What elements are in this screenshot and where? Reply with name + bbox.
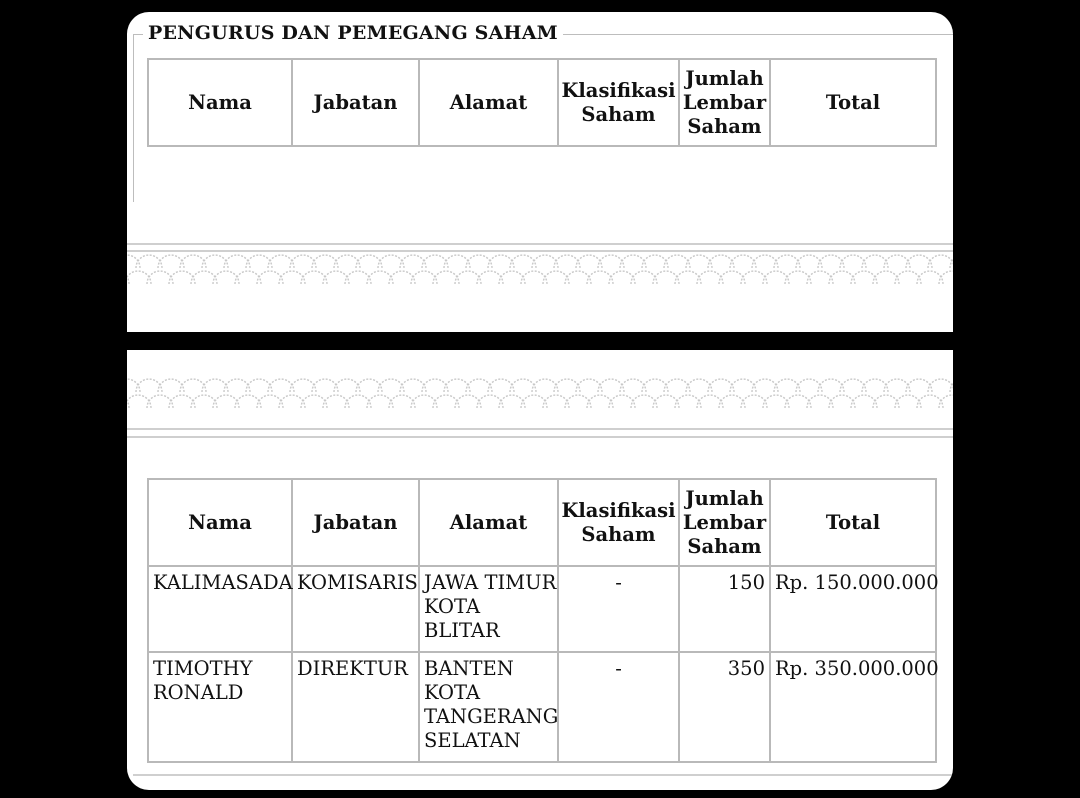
header-jumlah-line2: Lembar [682,510,767,534]
document-card-bottom [127,350,953,790]
fieldset-border-left [133,34,134,202]
header-klasifikasi-line1: Klasifikasi [561,78,676,102]
shareholder-table [147,478,937,763]
cell-alamat [419,566,558,652]
header-jabatan: Jabatan [292,479,419,566]
header-jumlah-line1: Jumlah [685,66,764,90]
header-jumlah-line3: Saham [687,534,762,558]
cell-klasifikasi: - [558,652,679,762]
cell-nama-line: KALIMASADA [153,571,293,594]
header-jumlah-line3: Saham [687,114,762,138]
header-jumlah [679,479,770,566]
cell-alamat-line: BLITAR [424,619,500,642]
header-jabatan: Jabatan [292,59,419,146]
header-klasifikasi [558,59,679,146]
decorative-scallop-pattern [127,376,953,424]
section-title: PENGURUS DAN PEMEGANG SAHAM [143,22,563,44]
table-header-row [148,479,936,566]
header-nama: Nama [148,479,292,566]
cell-alamat-line: BANTEN [424,657,514,680]
document-card-top [127,12,953,332]
cell-alamat-line: JAWA TIMUR [424,571,557,594]
header-jumlah [679,59,770,146]
header-total: Total [770,59,936,146]
divider-line [127,436,953,438]
cell-jabatan: KOMISARIS [292,566,419,652]
cell-total: Rp. 150.000.000 [770,566,936,652]
cell-alamat-line: TANGERANG [424,705,559,728]
header-klasifikasi-line2: Saham [581,102,656,126]
header-alamat: Alamat [419,479,558,566]
divider-line [133,774,953,776]
table-header-row [148,59,936,146]
cell-jumlah: 150 [679,566,770,652]
cell-nama [148,566,292,652]
divider-line [127,428,953,430]
cell-nama-line: RONALD [153,681,244,704]
header-jumlah-line2: Lembar [682,90,767,114]
header-total: Total [770,479,936,566]
header-nama: Nama [148,59,292,146]
cell-jumlah: 350 [679,652,770,762]
decorative-scallop-pattern [127,252,953,300]
header-klasifikasi-line1: Klasifikasi [561,498,676,522]
cell-alamat-line: KOTA [424,595,481,618]
cell-jabatan: DIREKTUR [292,652,419,762]
header-alamat: Alamat [419,59,558,146]
header-klasifikasi [558,479,679,566]
cell-alamat-line: SELATAN [424,729,521,752]
header-klasifikasi-line2: Saham [581,522,656,546]
cell-alamat [419,652,558,762]
cell-alamat-line: KOTA [424,681,481,704]
cell-total: Rp. 350.000.000 [770,652,936,762]
table-row [148,652,936,762]
table-row [148,566,936,652]
cell-nama [148,652,292,762]
cell-klasifikasi: - [558,566,679,652]
divider-line [127,243,953,245]
header-jumlah-line1: Jumlah [685,486,764,510]
shareholder-table-header-top [147,58,937,147]
cell-nama-line: TIMOTHY [153,657,253,680]
